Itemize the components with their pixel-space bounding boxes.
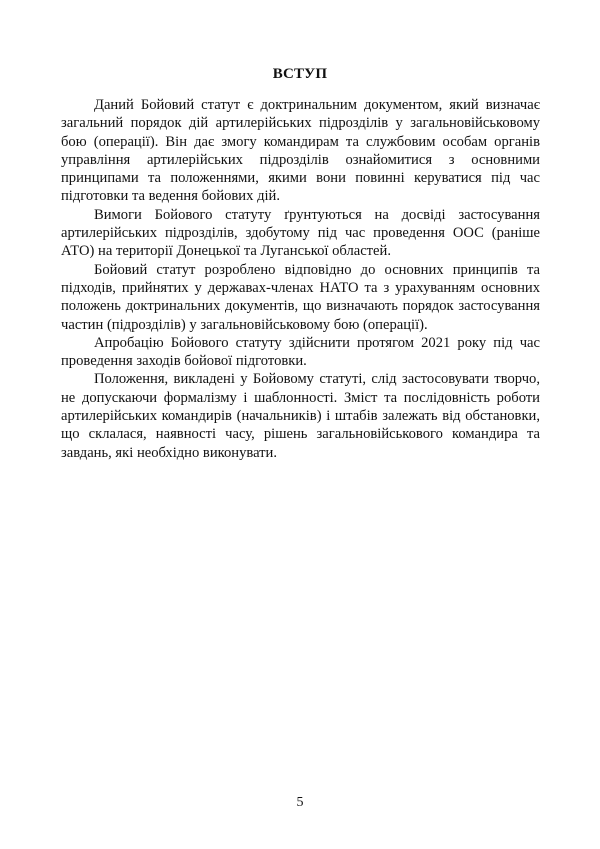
paragraph-nato-principles: Бойовий статут розроблено відповідно до основних принципів та підходів, прийнятих у державах-членах НАТО та з урахуванням основних положень доктринальних документів, що визначають порядок застосування частин (підрозділів) у загальновійськовому бою (операції).	[61, 261, 540, 333]
page-number: 5	[296, 795, 304, 810]
paragraph-application: Положення, викладені у Бойовому статуті, слід застосовувати творчо, не допускаючи формалізму і шаблонності. Зміст та послідовність роботи артилерійських командирів (начальників) і штабів залежать від обстановки, що склалася, наявності часу, рішень загальновійськового командира та завдань, які необхідно виконувати.	[61, 371, 540, 461]
body-text	[61, 96, 540, 462]
paragraph-approbation: Апробацію Бойового статуту здійснити протягом 2021 року під час проведення заходів бойової підготовки.	[61, 334, 540, 370]
section-heading: ВСТУП	[272, 66, 328, 82]
paragraph-experience: Вимоги Бойового статуту ґрунтуються на досвіді застосування артилерійських підрозділів, здобутому під час проведення ООС (раніше АТО) на території Донецької та Луганської областей.	[61, 206, 540, 260]
paragraph-purpose: Даний Бойовий статут є доктринальним документом, який визначає загальний порядок дій артилерійських підрозділів у загальновійськовому бою (операції). Він дає змогу командирам та службовим особам органів управління артилерійських підрозділів ознайомитися з основними принципами та положеннями, якими вони повинні керуватися під час підготовки та ведення бойових дій.	[61, 97, 540, 205]
